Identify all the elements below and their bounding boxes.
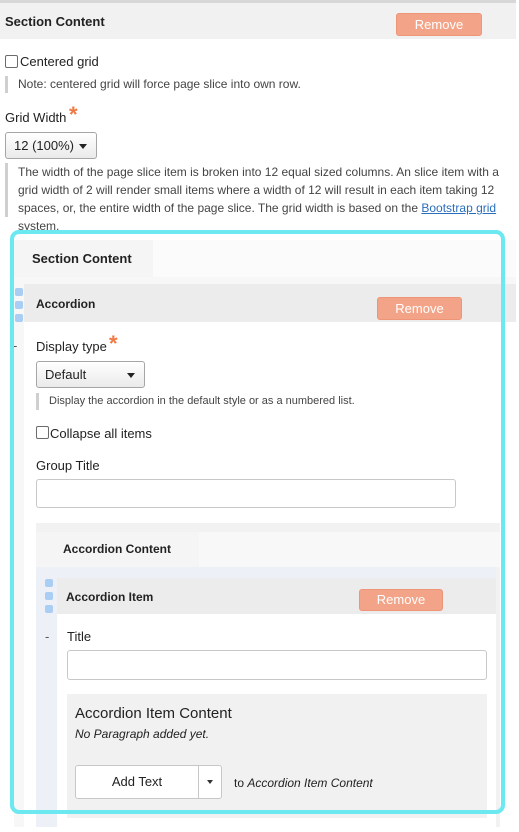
drag-handle-icon[interactable] [45, 605, 53, 613]
display-type-select[interactable] [36, 361, 145, 388]
accordion-item-header [57, 578, 496, 614]
add-to-prefix: to [234, 776, 245, 790]
accordion-row-marker: - [13, 338, 18, 353]
accordion-remove-button[interactable]: Remove [377, 297, 462, 320]
display-type-label: Display type [36, 339, 107, 354]
centered-grid-checkbox[interactable] [5, 55, 18, 68]
grid-width-required-icon: * [69, 102, 78, 127]
collapse-all-label: Collapse all items [50, 426, 152, 441]
grid-width-select[interactable] [5, 132, 97, 159]
group-title-label: Group Title [36, 458, 100, 473]
grid-width-description-suffix: system. [18, 219, 60, 233]
grid-width-description [5, 163, 516, 233]
accordion-item-title-label: Title [67, 629, 92, 644]
grid-width-selected-value: 12 (100%) [14, 138, 74, 153]
section-header [0, 3, 516, 39]
accordion-header [24, 284, 516, 322]
add-text-dropdown-toggle[interactable] [199, 766, 222, 798]
grid-width-description-text: The width of the page slice item is broken into 12 equal sized columns. An slice item with a grid width of 2 will render small items where a width of 12 will result in each item taking 12 spaces, or, the entire width of the page slice. The grid width is based on the [18, 165, 499, 215]
accordion-title: Accordion [36, 297, 96, 311]
centered-grid-label: Centered grid [20, 54, 99, 69]
accordion-item-row-marker: - [45, 629, 50, 644]
add-text-button[interactable]: Add Text [111, 774, 163, 789]
caret-down-icon [207, 780, 213, 784]
collapse-all-checkbox[interactable] [36, 426, 49, 439]
tab-section-content[interactable]: Section Content [14, 240, 153, 277]
drag-handle-icon[interactable] [15, 314, 23, 322]
bootstrap-grid-link[interactable]: Bootstrap grid [421, 201, 497, 215]
display-type-note: Display the accordion in the default style or as a numbered list. [36, 393, 519, 410]
add-to-target: Accordion Item Content [247, 776, 373, 790]
drag-handle-icon[interactable] [45, 592, 53, 600]
accordion-item-title-input[interactable] [67, 650, 487, 680]
grid-width-label: Grid Width [5, 110, 67, 125]
accordion-item-content-heading: Accordion Item Content [75, 705, 232, 722]
accordion-item-title: Accordion Item [66, 590, 154, 604]
drag-handle-icon[interactable] [15, 301, 23, 309]
accordion-item-empty-note: No Paragraph added yet. [75, 727, 210, 741]
accordion-item-remove-button[interactable]: Remove [359, 589, 443, 611]
add-text-split-button [75, 765, 222, 799]
tab-accordion-content[interactable]: Accordion Content [36, 532, 199, 567]
drag-handle-icon[interactable] [45, 579, 53, 587]
chevron-down-icon [127, 373, 135, 378]
group-title-input[interactable] [36, 479, 456, 508]
section-remove-button[interactable]: Remove [396, 13, 482, 36]
chevron-down-icon [79, 144, 87, 149]
drag-handle-icon[interactable] [15, 288, 23, 296]
display-type-selected-value: Default [45, 367, 87, 382]
add-to-text [234, 776, 373, 790]
centered-grid-note: Note: centered grid will force page slice into own row. [5, 76, 508, 93]
display-type-required-icon: * [109, 331, 118, 356]
section-title: Section Content [5, 14, 105, 29]
